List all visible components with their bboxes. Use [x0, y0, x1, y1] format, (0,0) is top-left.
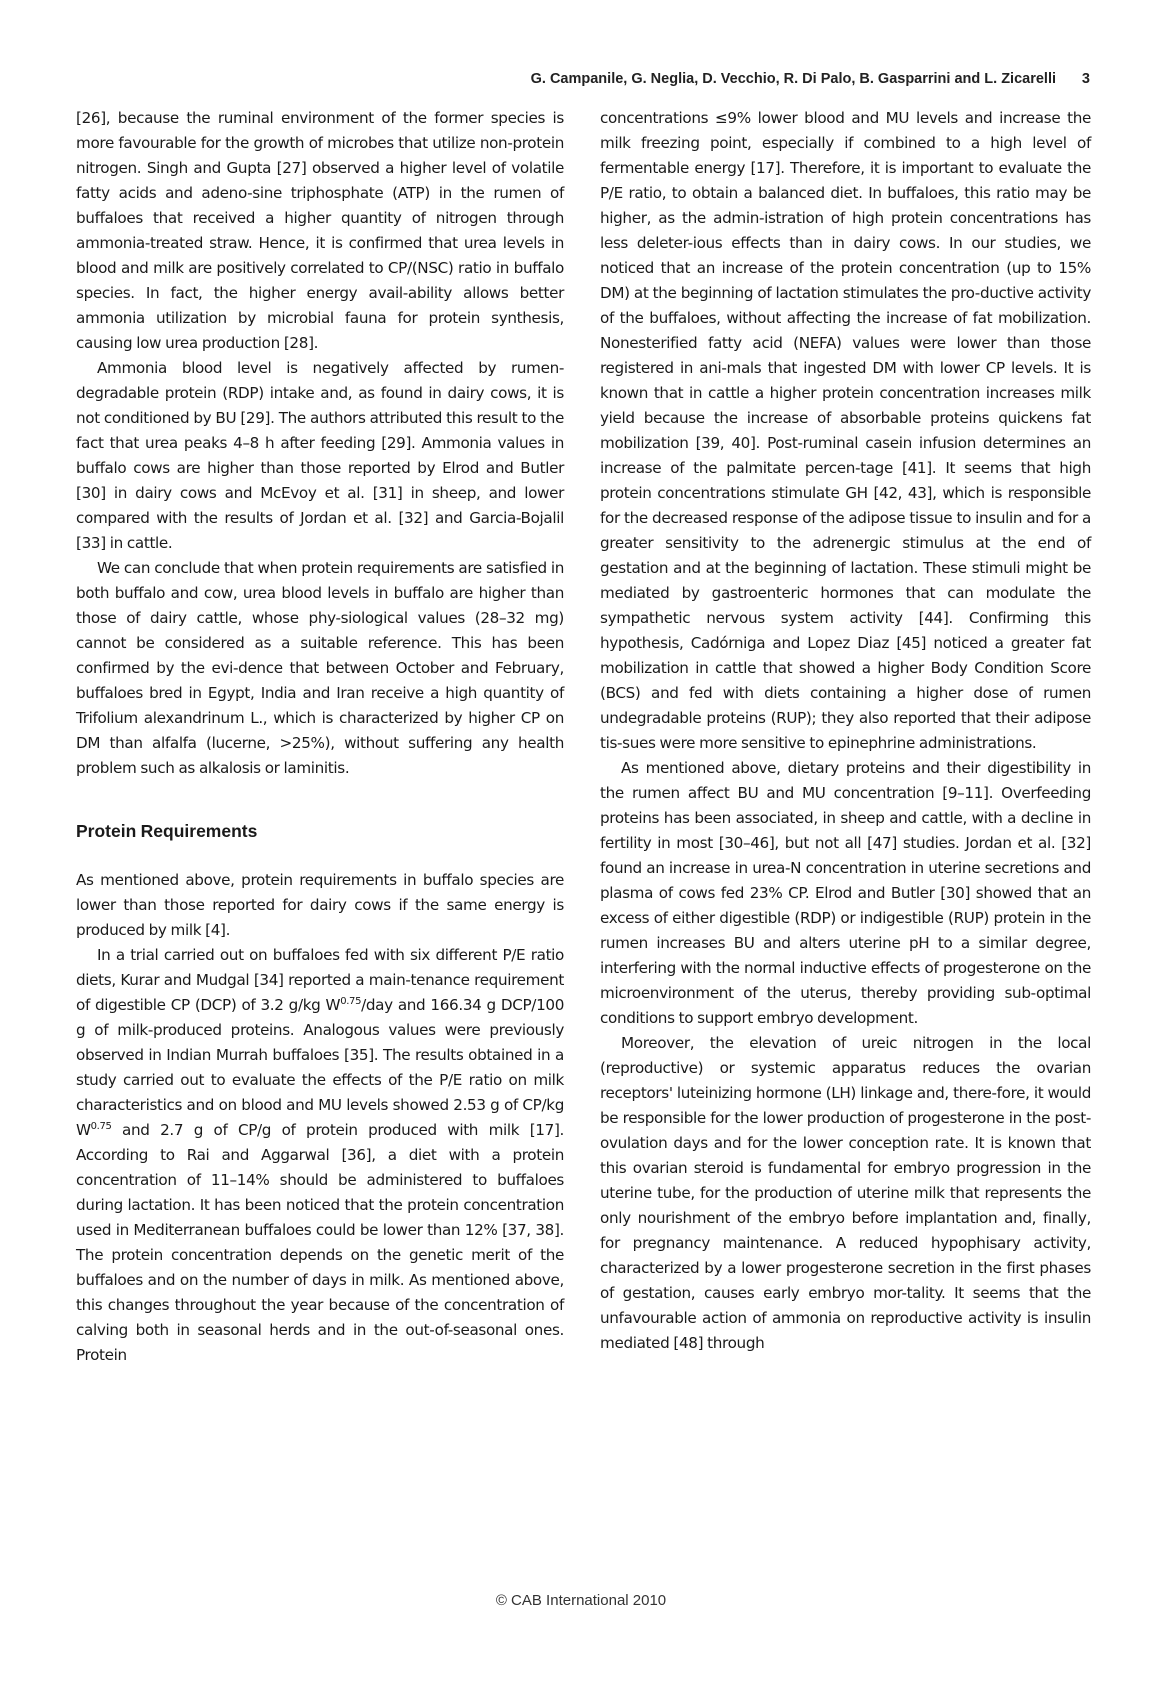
paragraph: We can conclude that when protein requirements are satisfied in both buffalo and cow, urea blood levels in buffalo are higher than those of dairy cattle, whose phy-siological values (28–32 mg) cannot be considered as a suitable reference. This has been confirmed by the evi-dence that between October and February, buffaloes bred in Egypt, India and Iran receive a high quantity of Trifolium alexandrinum L., which is characterized by higher CP on DM than alfalfa (lucerne, >25%), without suffering any health problem such as alkalosis or laminitis. [76, 559, 564, 777]
superscript: 0.75 [90, 1121, 112, 1132]
left-column [76, 106, 564, 1368]
superscript: 0.75 [340, 996, 362, 1007]
paragraph: concentrations ≤9% lower blood and MU levels and increase the milk freezing point, especially if combined to a high level of fermentable energy [17]. Therefore, it is important to evaluate the P/E ratio, to obtain a balanced diet. In buffaloes, this ratio may be higher, as the admin-istration of high protein concentrations has less deleter-ious effects than in dairy cows. In our studies, we noticed that an increase of the protein concentration (up to 15% DM) at the beginning of lactation stimulates the pro-ductive activity of the buffaloes, without affecting the increase of fat mobilization. Nonesterified fatty acid (NEFA) values were lower than those registered in ani-mals that ingested DM with lower CP levels. It is known that in cattle a higher protein concentration increases milk yield because the increase of absorbable proteins quickens fat mobilization [39, 40]. Post-ruminal casein infusion determines an increase of the palmitate percen-tage [41]. It seems that high protein concentrations stimulate GH [42, 43], which is responsible for the decreased response of the adipose tissue to insulin and for a greater sensitivity to the adrenergic stimulus at the end of gestation and at the beginning of lactation. These stimuli might be mediated by gastroenteric hormones that can modulate the sympathetic nervous system activity [44]. Confirming this hypothesis, Cadórniga and Lopez Diaz [45] noticed a greater fat mobilization in cattle that showed a higher Body Condition Score (BCS) and fed with diets containing a higher dose of rumen undegradable proteins (RUP); they also reported that their adipose tis-sues were more sensitive to epinephrine administrations. [600, 109, 1091, 752]
section-heading: Protein Requirements [76, 821, 258, 841]
paragraph-text: and 2.7 g of CP/g of protein produced with milk [17]. According to Rai and Aggarwal [36], a diet with a protein concentration of 11–14% should be administered to buffaloes during lactation. It has been noticed that the protein concentration used in Mediterranean buffaloes could be lower than 12% [37, 38]. The protein concentration depends on the genetic merit of the buffaloes and on the number of days in milk. As mentioned above, this changes throughout the year because of the concentration of calving both in seasonal herds and in the out-of-seasonal ones. Protein [76, 1121, 564, 1364]
paragraph: Moreover, the elevation of ureic nitrogen in the local (reproductive) or systemic apparatus reduces the ovarian receptors' luteinizing hormone (LH) linkage and, there-fore, it would be responsible for the lower production of progesterone in the post-ovulation days and for the lower conception rate. It is known that this ovarian steroid is fundamental for embryo progression in the uterine tube, for the production of uterine milk that represents the only nourishment of the embryo before implantation and, finally, for pregnancy maintenance. A reduced hypophisary activity, characterized by a lower progesterone secretion in the first phases of gestation, causes early embryo mor-tality. It seems that the unfavourable action of ammonia on reproductive activity is insulin mediated [48] through [600, 1034, 1091, 1352]
copyright-footer: © CAB International 2010 [495, 1592, 667, 1609]
paragraph-text: In a trial carried out on buffaloes fed with six different P/E ratio diets, Kurar and Mudgal [34] reported a main-tenance requirement of digestible CP (DCP) of 3.2 g/kg W [76, 946, 564, 1014]
paragraph: As mentioned above, protein requirements in buffalo species are lower than those reported for dairy cows if the same energy is produced by milk [4]. [76, 871, 564, 939]
paragraph: Ammonia blood level is negatively affected by rumen-degradable protein (RDP) intake and, as found in dairy cows, it is not conditioned by BU [29]. The authors attributed this result to the fact that urea peaks 4–8 h after feeding [29]. Ammonia values in buffalo cows are higher than those reported by Elrod and Butler [30] in dairy cows and McEvoy et al. [31] in sheep, and lower compared with the results of Jordan et al. [32] and Garcia-Bojalil [33] in cattle. [76, 359, 564, 552]
header-authors: G. Campanile, G. Neglia, D. Vecchio, R. Di Palo, B. Gasparrini and L. Zicarelli [530, 71, 1056, 87]
page-number: 3 [1081, 71, 1090, 87]
paragraph: As mentioned above, dietary proteins and their digestibility in the rumen affect BU and MU concentration [9–11]. Overfeeding proteins has been associated, in sheep and cattle, with a decline in fertility in most [30–46], but not all [47] studies. Jordan et al. [32] found an increase in urea-N concentration in uterine secretions and plasma of cows fed 23% CP. Elrod and Butler [30] showed that an excess of either digestible (RDP) or indigestible (RUP) protein in the rumen increases BU and alters uterine pH to a similar degree, interfering with the normal inductive effects of progesterone on the microenvironment of the uterus, thereby providing sub-optimal conditions to support embryo development. [600, 759, 1091, 1027]
paragraph [76, 943, 564, 1368]
running-header [76, 71, 1090, 95]
paragraph-text: /day and 166.34 g DCP/100 g of milk-produced proteins. Analogous values were previously observed in Indian Murrah buffaloes [35]. The results obtained in a study carried out to evaluate the effects of the P/E ratio on milk characteristics and on blood and MU levels showed 2.53 g of CP/kg W [76, 996, 565, 1139]
paragraph: [26], because the ruminal environment of the former species is more favourable for the growth of microbes that utilize non-protein nitrogen. Singh and Gupta [27] observed a higher level of volatile fatty acids and adeno-sine triphosphate (ATP) in the rumen of buffaloes that received a higher quantity of nitrogen through ammonia-treated straw. Hence, it is confirmed that urea levels in blood and milk are positively correlated to CP/(NSC) ratio in buffalo species. In fact, the higher energy avail-ability allows better ammonia utilization by microbial fauna for protein synthesis, causing low urea production [28]. [76, 109, 564, 352]
right-column [600, 106, 1091, 1356]
